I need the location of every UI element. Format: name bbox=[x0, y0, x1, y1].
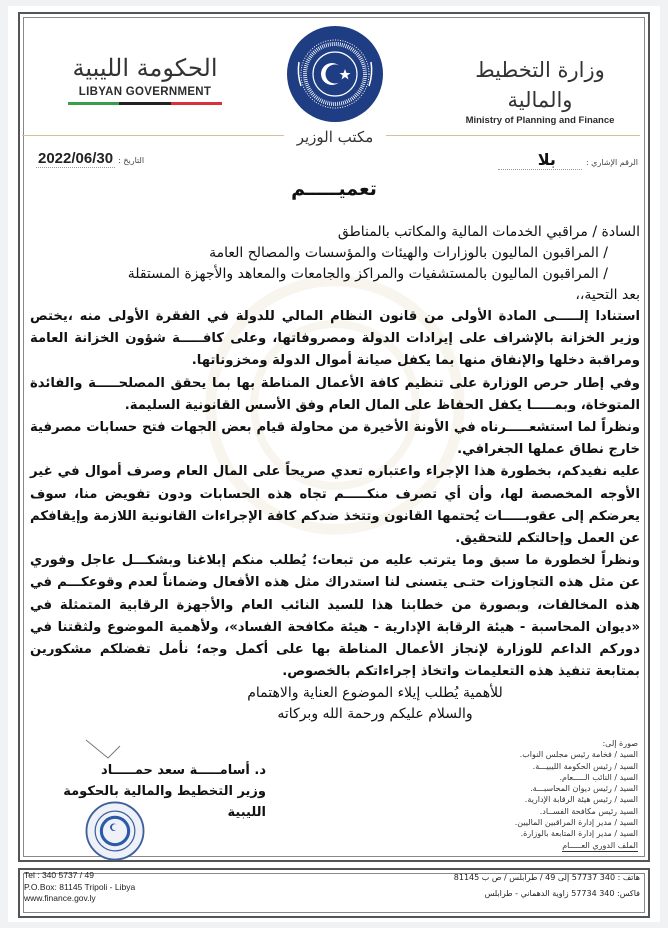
fax-label: فاكس: bbox=[617, 889, 640, 898]
addressee-line: / المراقبون الماليون بالوزارات والهيئات والمؤسسات والمصالح العامة bbox=[209, 245, 608, 261]
addressee-line: السادة / مراقبي الخدمات المالية والمكاتب بالمناطق bbox=[337, 224, 640, 240]
header-rule-left bbox=[22, 135, 284, 136]
footer-pobox: P.O.Box: 81145 Tripoli - Libya bbox=[24, 881, 136, 892]
letter-body bbox=[30, 222, 640, 725]
ministry-name-en: Ministry of Planning and Finance bbox=[465, 115, 615, 126]
paragraph: عليه نفيدكم، بخطورة هذا الإجراء واعتباره تعدي صريحاً على المال العام وصرف أموال في غير الأوجه المخصصة لها، وأن أي تصرف منكـــــم تجاه هذه الحسابات ودون تفويض منا، سوف يعرضكم إلى عقوبـــــات يُحتمها القانون وتتخذ ضدكم كافة الإجراءات القانونية اللازمة وإيقافكم عن العمل وإحالتكم للتحقيق. bbox=[30, 464, 640, 547]
date-value: 2022/06/30 bbox=[38, 150, 114, 167]
addressee-line: / المراقبون الماليون بالمستشفيات والمراكز والجامعات والمعاهد والأجهزة المستقلة bbox=[127, 266, 608, 282]
fax-value: 340 57734 زاوية الدهماني - طرابلس bbox=[484, 889, 615, 898]
signature-block bbox=[36, 760, 266, 823]
greeting: بعد التحية،، bbox=[575, 287, 640, 303]
copy-recipient: السيد / فخامة رئيس مجلس النواب. bbox=[519, 750, 638, 760]
paragraph: استنادا إلـــــى المادة الأولى من قانون النظام المالي للدولة في الفقرة الأولى منه ،يختص وزير الخزانة بالإشراف على إيرادات الدولة ومصروفاتها، وعلى كافـــــة شؤون الخزانة العامة ومراقبة دخلها والإنفاق منها بما يكفل صيانة أموال الدولة ومخزوناتها. bbox=[30, 309, 640, 369]
paragraph: وفي إطار حرص الوزارة على تنظيم كافة الأعمال المناطة بها بما يحقق المصلحـــــة والفائدة المتوخاة، وبمـــــا يكفل الحفاظ على المال العام وفق الأسس القانونية السليمة. bbox=[30, 375, 640, 413]
minister-office-label: مكتب الوزير bbox=[296, 128, 374, 146]
libyan-government-logo bbox=[60, 52, 230, 105]
copy-recipient: السيد / رئيس الحكومة الليبيـــة. bbox=[532, 761, 638, 771]
closing bbox=[30, 683, 640, 725]
ministry-stamp-icon bbox=[84, 800, 146, 862]
reference-value: بلا bbox=[498, 150, 582, 170]
footer-contact-ar bbox=[454, 870, 640, 902]
government-name-en: LIBYAN GOVERNMENT bbox=[78, 86, 212, 98]
date-label: التاريخ : bbox=[118, 156, 145, 165]
phone-label: هاتف : bbox=[617, 873, 640, 882]
reference-label: الرقم الإشاري : bbox=[585, 158, 638, 167]
closing-line: والسلام عليكم ورحمة الله وبركاته bbox=[277, 706, 473, 723]
copies-title: صورة إلى: bbox=[602, 739, 638, 748]
phone-value: 340 57737 إلى 49 / طرابلس / ص ب 81145 bbox=[453, 873, 616, 882]
copy-recipient: السيد / رئيس هيئة الرقابة الإدارية. bbox=[524, 795, 638, 805]
copy-recipient: السيد / رئيس ديوان المحاسبـــة. bbox=[530, 784, 638, 794]
government-name-ar: الحكومة الليبية bbox=[72, 54, 218, 82]
header-rule-right bbox=[386, 135, 640, 136]
signature-mark-icon bbox=[84, 738, 124, 762]
ministry-name-ar: وزارة التخطيط والمالية bbox=[475, 58, 605, 112]
date-field bbox=[36, 150, 144, 168]
flag-stripe bbox=[68, 102, 222, 105]
circular-title: تعميـــــم bbox=[291, 178, 377, 200]
footer-tel: Tel : 340 5737 / 49 bbox=[24, 870, 94, 880]
copy-recipient: السيد / مدير إدارة المراقبين الماليين. bbox=[514, 818, 638, 828]
addressees bbox=[30, 222, 640, 285]
ministry-emblem-icon bbox=[285, 24, 385, 124]
copy-file: الملف الدوري العـــــام bbox=[562, 840, 638, 852]
ministry-logo bbox=[450, 55, 630, 126]
copy-recipient: السيد رئيس مكافحة الفســاد. bbox=[539, 806, 638, 816]
reference-field bbox=[498, 150, 638, 170]
signatory-title: وزير التخطيط والمالية بالحكومة الليبية bbox=[63, 784, 266, 820]
footer-contact-en bbox=[24, 870, 135, 905]
copy-recipient: السيد / النائب الـــــعام. bbox=[559, 772, 638, 782]
copies-list bbox=[448, 738, 638, 852]
closing-line: للأهمية يُطلب إيلاء الموضوع العناية والاهتمام bbox=[247, 685, 503, 702]
paragraph: ونظراً لما استشعـــــرناه في الأونة الأخيرة من محاولة قيام بعض الجهات فتح حسابات مصرفية خارج نطاق عملها الجغرافي. bbox=[30, 420, 640, 458]
paragraph: ونظراً لخطورة ما سبق وما يترتب عليه من تبعات؛ يُطلب منكم إبلاغنا وبشكـــل عاجل وفوري عن مثل هذه التجاوزات حتـى يتسنى لنا استدراك مثل هذه الأفعال وضماناً لعدم وقوعكـــم في هذه المخالفات، وبصورة من خطابنا هذا للسيد النائب العام والأجهزة الرقابية المتمثلة في «ديوان المحاسبة - هيئة الرقابة الإدارية - هيئة مكافحة الفساد»، ولأهمية الموضوع ولثقتنا في دوركم الداعم للوزارة لإنجاز الأعمال المناطة بها على أكمل وجه؛ نأمل تفضلكم مشكورين بمتابعة تنفيذ هذه التعليمات واتخاذ إجراءاتكم بالخصوص. bbox=[30, 553, 640, 680]
copy-recipient: السيد / مدير إدارة المتابعة بالوزارة. bbox=[520, 829, 638, 839]
footer-website-link[interactable]: www.finance.gov.ly bbox=[24, 893, 96, 903]
signatory-name: د. أسامـــــة سعد حمـــــاد bbox=[101, 763, 266, 778]
